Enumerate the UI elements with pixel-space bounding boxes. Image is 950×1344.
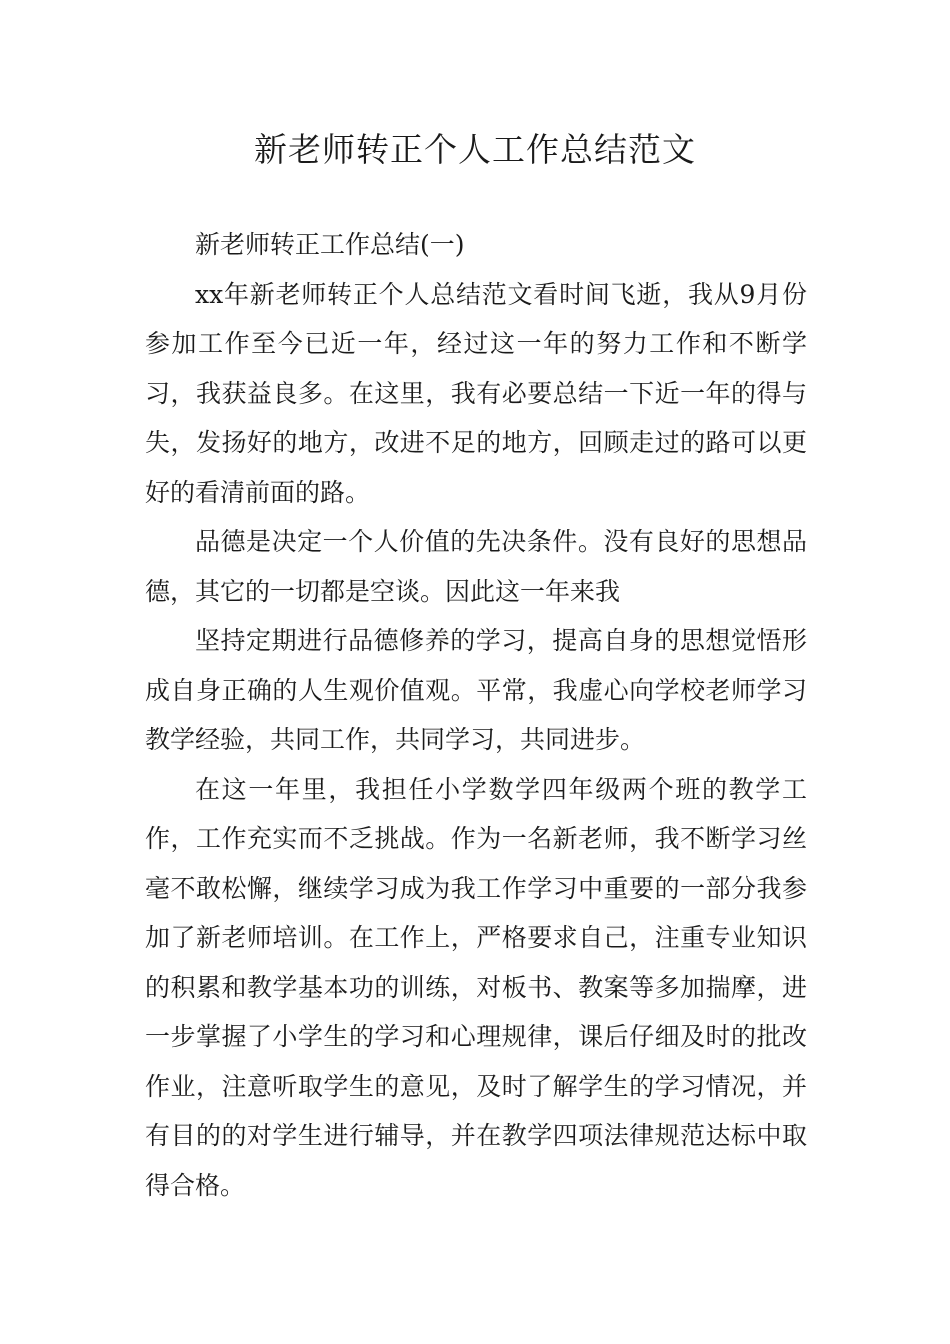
paragraph: 在这一年里，我担任小学数学四年级两个班的教学工作，工作充实而不乏挑战。作为一名新老师，我不断学习丝毫不敢松懈，继续学习成为我工作学习中重要的一部分我参加了新老师培训。在工作上，严格要求自己，注重专业知识的积累和教学基本功的训练，对板书、教案等多加揣摩，进一步掌握了小学生的学习和心理规律，课后仔细及时的批改作业，注意听取学生的意见，及时了解学生的学习情况，并有目的的对学生进行辅导，并在教学四项法律规范达标中取得合格。: [145, 774, 807, 1200]
paragraph: 品德是决定一个人价值的先决条件。没有良好的思想品德，其它的一切都是空谈。因此这一年来我: [145, 527, 807, 606]
paragraph: xx年新老师转正个人总结范文看时间飞逝，我从9月份参加工作至今已近一年，经过这一年的努力工作和不断学习，我获益良多。在这里，我有必要总结一下近一年的得与失，发扬好的地方，改进不足的地方，回顾走过的路可以更好的看清前面的路。: [145, 279, 807, 507]
document-title: 新老师转正个人工作总结范文: [254, 130, 696, 169]
section-heading: 新老师转正工作总结(一): [195, 230, 465, 259]
paragraph: 坚持定期进行品德修养的学习，提高自身的思想觉悟形成自身正确的人生观价值观。平常，我虚心向学校老师学习教学经验，共同工作，共同学习，共同进步。: [145, 626, 807, 754]
document-body: [145, 220, 807, 1210]
